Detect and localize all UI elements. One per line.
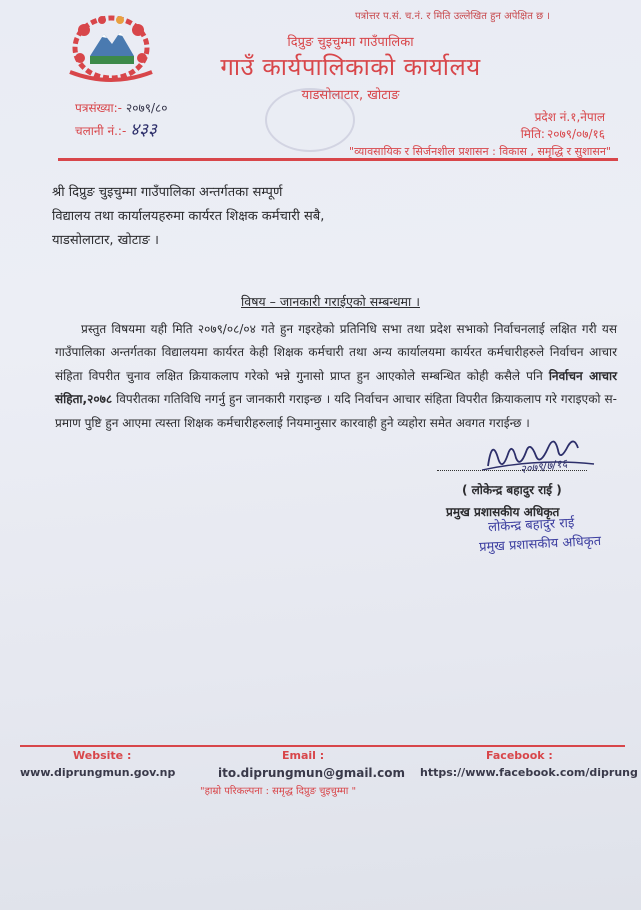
body-text-part: विपरीतका गतिविधि नगर्नु हुन जानकारी गराइन्छ । यदि निर्वाचन आचार संहिता विपरीत क्रियाकलाप गरे गराइएको स-प्रमाण पुष्टि हुन आएमा त्यस्ता शिक्षक कर्मचारीहरुलाई नियमानुसार कारवाही हुने व्यहोरा समेत अवगत गराईन्छ । bbox=[55, 392, 617, 430]
reference-value: २०७९/८० bbox=[126, 101, 168, 115]
office-title: गाउँ कार्यपालिकाको कार्यालय bbox=[220, 53, 481, 81]
dispatch-number bbox=[75, 117, 157, 140]
date-value: २०७९/०७/१६ bbox=[546, 127, 605, 141]
letter-body bbox=[55, 318, 617, 435]
header-divider bbox=[58, 158, 618, 161]
email-link[interactable]: ito.diprungmun@gmail.com bbox=[218, 766, 405, 780]
date-label: मिति: bbox=[520, 127, 545, 141]
dispatch-label: चलानी नं.:- bbox=[75, 124, 127, 138]
office-address: याडसोलाटार, खोटाङ bbox=[301, 88, 400, 103]
faded-stamp-mark bbox=[265, 88, 355, 152]
recipient-block bbox=[52, 181, 512, 253]
signer-name: ( लोकेन्द्र बहादुर राई ) bbox=[462, 483, 562, 497]
recipient-line: श्री दिप्रुङ चुइचुम्मा गाउँपालिका अन्तर्गतका सम्पूर्ण bbox=[52, 185, 283, 200]
dispatch-value: ४३३ bbox=[130, 120, 157, 140]
website-link[interactable]: www.diprungmun.gov.np bbox=[20, 766, 176, 779]
reference-label: पत्रसंख्या:- bbox=[75, 101, 123, 115]
signature-date: २०७९/७/१६ bbox=[519, 456, 569, 477]
recipient-line: याडसोलाटार, खोटाङ । bbox=[52, 233, 159, 248]
province-name: प्रदेश नं.१,नेपाल bbox=[534, 110, 605, 124]
vision-motto: "हाम्रो परिकल्पना : समृद्ध दिप्रुङ चुइचुम्मा " bbox=[200, 786, 357, 797]
reply-instruction-note: पत्रोत्तर प.सं. च.नं. र मिति उल्लेखित हुन अपेक्षित छ । bbox=[355, 11, 551, 22]
email-label: Email : bbox=[282, 749, 325, 762]
recipient-line: विद्यालय तथा कार्यालयहरुमा कार्यरत शिक्षक कर्मचारी सबै, bbox=[52, 209, 325, 224]
body-text-part: प्रस्तुत विषयमा यही मिति २०७९/०८/०४ गते हुन गइरहेको प्रतिनिधि सभा तथा प्रदेश सभाको निर्वाचनलाई लक्षित गरी यस गाउँपालिका अन्तर्गतका विद्यालयमा कार्यरत केही शिक्षक कर्मचारी तथा अन्य कार्यालयमा कार्यरत कर्मचारीहरुले निर्वाचन आचार संहिता विपरीत चुनाव लक्षित क्रियाकलाप गरेको भन्ने गुनासो प्राप्त हुन आएकोले सम्बन्धित कोही कसैले पनि bbox=[55, 322, 617, 383]
body-bold-text: निर्वाचन आचार संहिता,२०७८ bbox=[55, 368, 617, 407]
reference-number bbox=[75, 99, 168, 116]
letter-subject: विषय – जानकारी गराईएको सम्बन्धमा । bbox=[241, 294, 420, 309]
slogan: "व्यावसायिक र सिर्जनशील प्रशासन : विकास , समृद्धि र सुशासन" bbox=[349, 145, 611, 158]
facebook-link[interactable]: https://www.facebook.com/diprung bbox=[420, 766, 638, 779]
website-label: Website : bbox=[73, 749, 132, 762]
municipality-name: दिप्रुङ चुइचुम्मा गाउँपालिका bbox=[287, 35, 414, 50]
letter-date bbox=[521, 125, 605, 142]
stamp-signer-title: प्रमुख प्रशासकीय अधिकृत bbox=[478, 533, 602, 556]
signature-line bbox=[437, 470, 587, 471]
footer-divider bbox=[20, 745, 625, 747]
facebook-label: Facebook : bbox=[486, 749, 553, 762]
signer-title: प्रमुख प्रशासकीय अधिकृत bbox=[446, 505, 560, 519]
stamp-signer-name: लोकेन्द्र बहादुर राई bbox=[487, 515, 575, 536]
